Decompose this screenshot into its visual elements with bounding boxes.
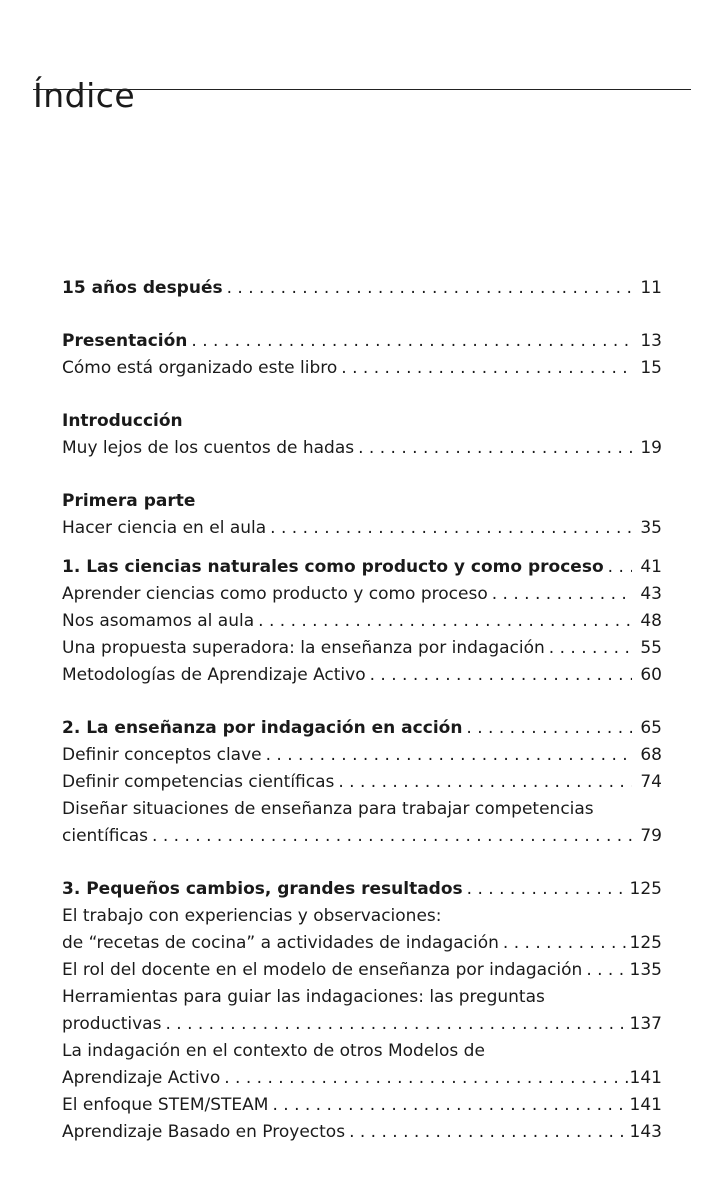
toc-entry-page: 143 [629, 1122, 662, 1142]
toc-leader-dots [503, 930, 628, 957]
toc-section-heading [62, 488, 662, 515]
toc-entry-label: La indagación en el contexto de otros Modelos de [62, 1041, 485, 1061]
toc-entry [62, 355, 662, 382]
toc-entry [62, 515, 662, 542]
toc-leader-dots [370, 662, 632, 689]
toc-leader-dots [258, 608, 632, 635]
toc-leader-dots [266, 742, 632, 769]
toc-entry [62, 328, 662, 355]
toc-entry-label: Una propuesta superadora: la enseñanza por indagación [62, 638, 545, 658]
toc-entry-page: 141 [629, 1068, 662, 1088]
toc-leader-dots [338, 769, 632, 796]
toc-entry [62, 1119, 662, 1146]
toc-entry-label: Aprender ciencias como producto y como proceso [62, 584, 488, 604]
toc-leader-dots [549, 635, 632, 662]
toc-entry-label: Nos asomamos al aula [62, 611, 255, 631]
toc-entry-label: científicas [62, 826, 149, 846]
toc-section-heading [62, 408, 662, 435]
toc-entry-page: 74 [640, 772, 662, 792]
toc-entry [62, 275, 662, 302]
toc-leader-dots [608, 554, 632, 581]
toc-leader-dots [466, 715, 632, 742]
toc-entry-page: 125 [629, 879, 662, 899]
toc-entry-page: 11 [640, 278, 662, 298]
toc-entry-label: de “recetas de cocina” a actividades de indagación [62, 933, 499, 953]
toc-entry-label: Definir conceptos clave [62, 745, 262, 765]
toc-entry-page: 137 [629, 1014, 662, 1034]
toc-chapter-entry [62, 876, 662, 903]
toc-leader-dots [272, 1092, 627, 1119]
toc-entry-label: Hacer ciencia en el aula [62, 518, 267, 538]
toc-leader-dots [586, 957, 627, 984]
toc-entry-label: Presentación [62, 331, 188, 351]
toc-entry-label: Herramientas para guiar las indagaciones: las preguntas [62, 987, 545, 1007]
toc-entry-label: productivas [62, 1014, 162, 1034]
toc-entry-label: Metodologías de Aprendizaje Activo [62, 665, 366, 685]
toc-leader-dots [349, 1119, 627, 1146]
toc-entry-label: El trabajo con experiencias y observaciones: [62, 906, 442, 926]
page-title: Índice [33, 76, 136, 116]
toc-entry-page: 13 [640, 331, 662, 351]
toc-entry-label: Cómo está organizado este libro [62, 358, 338, 378]
toc-leader-dots [341, 355, 632, 382]
toc-entry-page: 48 [640, 611, 662, 631]
toc-entry [62, 581, 662, 608]
toc-entry-label: 2. La enseñanza por indagación en acción [62, 718, 463, 738]
toc-entry [62, 823, 662, 850]
toc-entry-page: 141 [629, 1095, 662, 1115]
toc-leader-dots [165, 1011, 627, 1038]
toc-entry-label: Diseñar situaciones de enseñanza para trabajar competencias [62, 799, 594, 819]
toc-entry-page: 60 [640, 665, 662, 685]
toc-entry-page: 19 [640, 438, 662, 458]
toc-leader-dots [191, 328, 632, 355]
toc-entry [62, 608, 662, 635]
toc-entry-line [62, 903, 662, 930]
toc-entry [62, 435, 662, 462]
toc-leader-dots [467, 876, 628, 903]
toc-entry-page: 35 [640, 518, 662, 538]
toc-leader-dots [224, 1065, 627, 1092]
toc-entry-label: Aprendizaje Basado en Proyectos [62, 1122, 346, 1142]
toc-entry [62, 1092, 662, 1119]
toc-entry [62, 662, 662, 689]
toc-chapter-entry [62, 554, 662, 581]
toc-entry [62, 635, 662, 662]
toc-entry-page: 125 [629, 933, 662, 953]
toc-entry-line [62, 796, 662, 823]
toc-entry-page: 41 [640, 557, 662, 577]
toc-entry-page: 43 [640, 584, 662, 604]
toc-leader-dots [227, 275, 632, 302]
toc-leader-dots [270, 515, 632, 542]
toc-entry-page: 135 [629, 960, 662, 980]
toc-entry-page: 65 [640, 718, 662, 738]
toc-entry-page: 68 [640, 745, 662, 765]
toc-entry-line [62, 984, 662, 1011]
toc-entry-label: Muy lejos de los cuentos de hadas [62, 438, 355, 458]
toc-entry-label: Aprendizaje Activo [62, 1068, 221, 1088]
toc-leader-dots [358, 435, 632, 462]
toc-entry-page: 15 [640, 358, 662, 378]
toc-entry-label: 15 años después [62, 278, 223, 298]
toc-entry [62, 1011, 662, 1038]
toc-entry-label: El rol del docente en el modelo de enseñanza por indagación [62, 960, 583, 980]
title-rule [33, 89, 691, 90]
toc-entry [62, 957, 662, 984]
toc-entry-label: Introducción [62, 411, 183, 431]
toc-entry-label: Primera parte [62, 491, 196, 511]
toc-entry-page: 79 [640, 826, 662, 846]
toc-entry [62, 742, 662, 769]
table-of-contents [62, 275, 662, 1146]
toc-entry [62, 930, 662, 957]
toc-entry-label: El enfoque STEM/STEAM [62, 1095, 269, 1115]
toc-entry-label: 3. Pequeños cambios, grandes resultados [62, 879, 463, 899]
toc-chapter-entry [62, 715, 662, 742]
toc-entry-page: 55 [640, 638, 662, 658]
toc-leader-dots [152, 823, 632, 850]
toc-entry-label: Definir competencias científicas [62, 772, 335, 792]
toc-leader-dots [492, 581, 632, 608]
toc-entry [62, 1065, 662, 1092]
toc-entry [62, 769, 662, 796]
toc-entry-label: 1. Las ciencias naturales como producto y como proceso [62, 557, 604, 577]
toc-entry-line [62, 1038, 662, 1065]
